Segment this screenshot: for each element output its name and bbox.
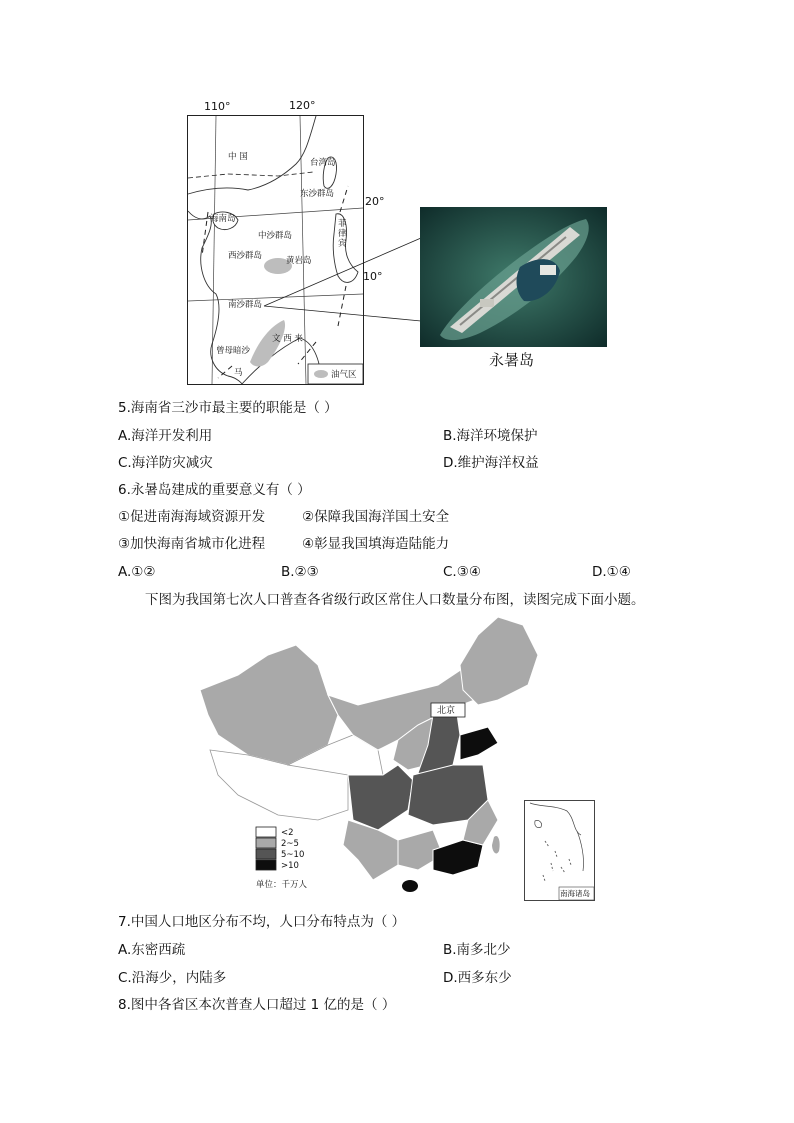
map1-place-label: 中沙群岛 — [258, 231, 293, 241]
intro-paragraph: 下图为我国第七次人口普查各省级行政区常住人口数量分布图，读图完成下面小题。 — [145, 592, 645, 608]
question-8-stem: 8.图中各省区本次普查人口超过 1 亿的是（ ） — [118, 997, 396, 1013]
map1-place-label: 马 — [234, 368, 243, 378]
map2-legend-swatches — [256, 827, 276, 870]
map1-place-label: 海南岛 — [210, 214, 236, 224]
yongshu-island-photo — [420, 207, 607, 347]
question-5-option-b[interactable]: B.海洋环境保护 — [443, 428, 538, 444]
question-6-statement: ②保障我国海洋国土安全 — [302, 509, 450, 525]
question-6-option-a[interactable]: A.①② — [118, 564, 156, 580]
south-china-sea-inset — [524, 800, 595, 901]
question-5-option-c[interactable]: C.海洋防灾减灾 — [118, 455, 213, 471]
question-5-stem: 5.海南省三沙市最主要的职能是（ ） — [118, 400, 338, 416]
lon-label: 120° — [289, 99, 316, 112]
map1-place-label: 南沙群岛 — [228, 300, 263, 310]
question-7-option-b[interactable]: B.南多北少 — [443, 942, 511, 958]
map2-legend-label: <2 — [281, 828, 294, 838]
question-6-stem: 6.永暑岛建成的重要意义有（ ） — [118, 482, 311, 498]
map1-place-label: 台湾岛 — [310, 158, 336, 168]
south-china-sea-map — [187, 115, 364, 385]
question-6-statement: ④彰显我国填海造陆能力 — [302, 536, 450, 552]
photo-caption: 永暑岛 — [489, 351, 535, 369]
map2-legend-label: 5~10 — [281, 850, 305, 860]
map1-place-label: 黄岩岛 — [286, 256, 312, 266]
map1-place-label: 菲律宾 — [338, 219, 347, 249]
question-6-option-b[interactable]: B.②③ — [281, 564, 319, 580]
beijing-label: 北京 — [437, 706, 456, 716]
map2-unit-label: 单位：千万人 — [256, 880, 308, 890]
question-7-option-a[interactable]: A.东密西疏 — [118, 942, 186, 958]
island-drawing — [420, 207, 607, 347]
map2-legend-label: >10 — [281, 861, 299, 871]
lat-label: 20° — [365, 195, 385, 208]
map1-place-label: 东沙群岛 — [300, 189, 335, 199]
map1-place-label: 西沙群岛 — [228, 251, 263, 261]
map2-legend-label: 2~5 — [281, 839, 299, 849]
inset-label: 南海诸岛 — [560, 889, 590, 898]
lon-label: 110° — [204, 100, 231, 113]
map1-place-label: 曾母暗沙 — [216, 346, 251, 356]
question-5-option-a[interactable]: A.海洋开发利用 — [118, 428, 213, 444]
question-6-option-c[interactable]: C.③④ — [443, 564, 481, 580]
question-7-stem: 7.中国人口地区分布不均，人口分布特点为（ ） — [118, 914, 406, 930]
map1-place-label: 文 西 来 — [272, 334, 303, 344]
question-6-statement: ③加快海南省城市化进程 — [118, 536, 266, 552]
question-6-statement: ①促进南海海域资源开发 — [118, 509, 266, 525]
question-6-option-d[interactable]: D.①④ — [592, 564, 631, 580]
question-7-option-d[interactable]: D.西多东少 — [443, 970, 512, 986]
question-7-option-c[interactable]: C.沿海少，内陆多 — [118, 970, 227, 986]
inset-drawing — [525, 801, 594, 900]
lat-label: 10° — [363, 270, 383, 283]
china-population-map — [198, 615, 543, 900]
map1-legend-label: 油气区 — [331, 370, 357, 380]
map1-place-label: 中 国 — [228, 152, 248, 162]
question-5-option-d[interactable]: D.维护海洋权益 — [443, 455, 539, 471]
